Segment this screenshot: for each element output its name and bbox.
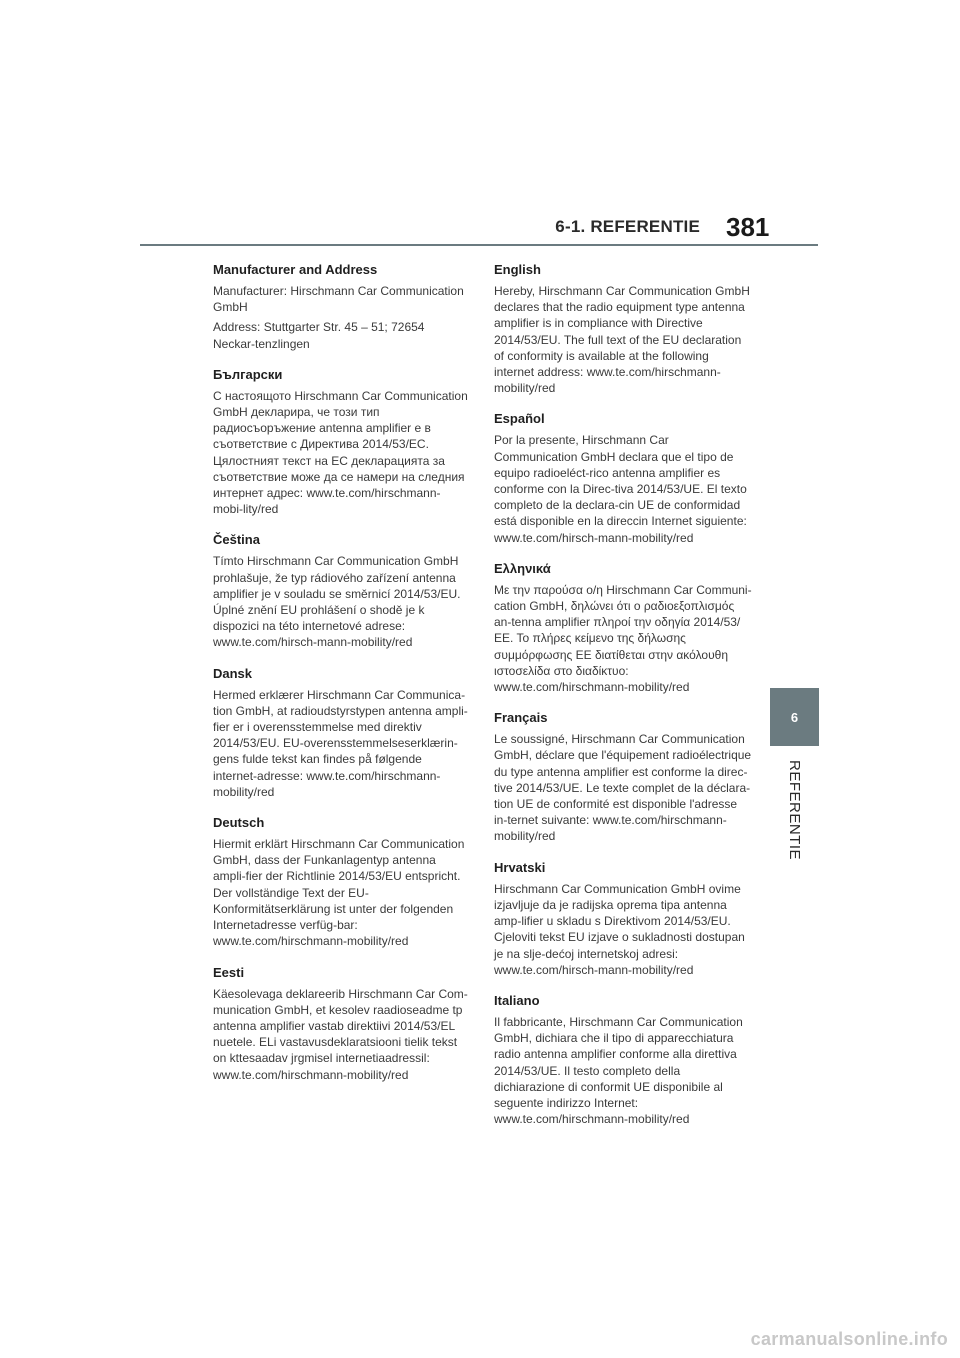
section-heading: Dansk (213, 665, 253, 681)
declaration-section (494, 262, 752, 396)
section-heading: Deutsch (213, 815, 265, 831)
declaration-section (213, 965, 468, 1083)
running-header: 6-1. REFERENTIE (555, 217, 700, 236)
chapter-number: 6 (790, 709, 799, 725)
section-heading: Български (213, 366, 283, 382)
section-paragraph: Por la presente, Hirschmann Car Communication GmbH declara que el tipo de equipo radioeléct-rico antenna amplifier es conforme con la Direc-tiva 2014/53/UE. El texto completo de la declara-cin UE de conformidad está disponible en la direccin Internet siguiente: www.te.com/hirsch-mann-mobility/red (494, 433, 747, 545)
section-paragraph: Käesolevaga deklareerib Hirschmann Car Com-munication GmbH, et kesolev raadioseadme tp antenna amplifier vastab direktiivi 2014/53/EL nuetele. ELi vastavusdeklaratsiooni tielik tekst on kttesaadav jrgmisel internetiaadressil: www.te.com/hirschmann-mobility/red (213, 986, 468, 1082)
declaration-section (213, 666, 468, 800)
declaration-section (494, 411, 752, 545)
declaration-section (494, 860, 752, 978)
section-paragraph: Hiermit erklärt Hirschmann Car Communication GmbH, dass der Funkanlagentyp antenna ampli-fier der Richtlinie 2014/53/EU entspricht. Der vollständige Text der EU-Konformitätserklärung ist unter der folgenden Internetadresse verfüg-bar: www.te.com/hirschmann-mobility/red (213, 837, 465, 949)
section-heading: English (494, 262, 541, 277)
section-heading: Español (494, 411, 545, 427)
section-paragraph: Manufacturer: Hirschmann Car Communication GmbH (213, 284, 464, 315)
section-heading: Français (494, 710, 548, 726)
section-paragraph: Hereby, Hirschmann Car Communication GmbH declares that the radio equipment type antenna amplifier is in compliance with Directive 2014/53/EU. The full text of the EU declaration of conformity is available at the following internet address: www.te.com/hirschmann-mobility/red (494, 284, 750, 396)
section-paragraph: Με την παρούσα ο/η Hirschmann Car Communi-cation GmbH, δηλώνει ότι ο ραδιοεξοπλισμός an-tenna amplifier πληροί την οδηγία 2014/53/ΕΕ. Το πλήρες κείμενο της δήλωσης συμμόρφωσης ΕΕ διατίθεται στην ακόλουθη ιστοσελίδα στο διαδίκτυο: www.te.com/hirschmann-mobility/red (494, 582, 752, 695)
declaration-section (494, 561, 752, 695)
section-paragraph: Tímto Hirschmann Car Communication GmbH prohlašuje, že typ rádiového zařízení antenna amplifier je v souladu se směrnicí 2014/53/EU. Úplné znění EU prohlášení o shodě je k dispozici na této internetové adrese: www.te.com/hirsch-mann-mobility/red (213, 554, 461, 650)
declaration-section (494, 993, 752, 1127)
header-divider (140, 244, 818, 246)
section-paragraph: Le soussigné, Hirschmann Car Communication GmbH, déclare que l'équipement radioélectrique du type antenna amplifier est conforme la direc-tive 2014/53/UE. Le texte complet de la déclara-tion UE de conformité est disponible l'adresse in-ternet suivante: www.te.com/hirschmann-mobility/red (494, 732, 752, 844)
section-paragraph: Hirschmann Car Communication GmbH ovime izjavljuje da je radijska oprema tipa antenna amp-lifier u skladu s Direktivom 2014/53/EU. Cjeloviti tekst EU izjave o sukladnosti dostupan je na slje-dećoj internetskoj adresi: www.te.com/hirsch-mann-mobility/red (494, 881, 745, 977)
left-column (213, 262, 468, 1098)
declaration-section (213, 815, 468, 949)
page-number: 381 (726, 212, 770, 242)
section-paragraph: Hermed erklærer Hirschmann Car Communica-tion GmbH, at radioudstyrstypen antenna ampli-fier er i overensstemmelse med direktiv 2014/53/EU. EU-overensstemmelseserklærin-gens fulde tekst kan findes på følgende internet-adresse: www.te.com/hirschmann-mobility/red (213, 687, 468, 799)
chapter-label: REFERENTIE (786, 760, 803, 861)
watermark-text: carmanualsonline.info (750, 1329, 948, 1349)
section-heading: Čeština (213, 532, 260, 548)
section-heading: Italiano (494, 992, 540, 1008)
section-paragraph: Il fabbricante, Hirschmann Car Communication GmbH, dichiara che il tipo di apparecchiatura radio antenna amplifier conforme alla direttiva 2014/53/UE. Il testo completo della dichiarazione di conformit UE disponibile al seguente indirizzo Internet: www.te.com/hirschmann-mobility/red (494, 1014, 743, 1127)
declaration-section (213, 262, 468, 352)
section-heading: Hrvatski (494, 859, 546, 875)
chapter-tab[interactable] (770, 688, 819, 746)
right-column (494, 262, 752, 1142)
declaration-section (494, 710, 752, 844)
section-paragraph: Address: Stuttgarter Str. 45 – 51; 72654 Neckar-tenzlingen (213, 320, 425, 351)
section-heading: Eesti (213, 964, 245, 980)
declaration-section (213, 532, 468, 650)
section-heading: Manufacturer and Address (213, 262, 378, 277)
section-paragraph: С настоящото Hirschmann Car Communication GmbH декларира, че този тип радиосъоръжение antenna amplifier е в съответствие с Директива 2014/53/ЕС. Цялостният текст на ЕС декларацията за съответствие може да се намери на следния интернет адрес: www.te.com/hirschmann-mobi-lity/red (213, 388, 468, 517)
section-heading: Ελληνικά (494, 560, 551, 576)
declaration-section (213, 367, 468, 518)
